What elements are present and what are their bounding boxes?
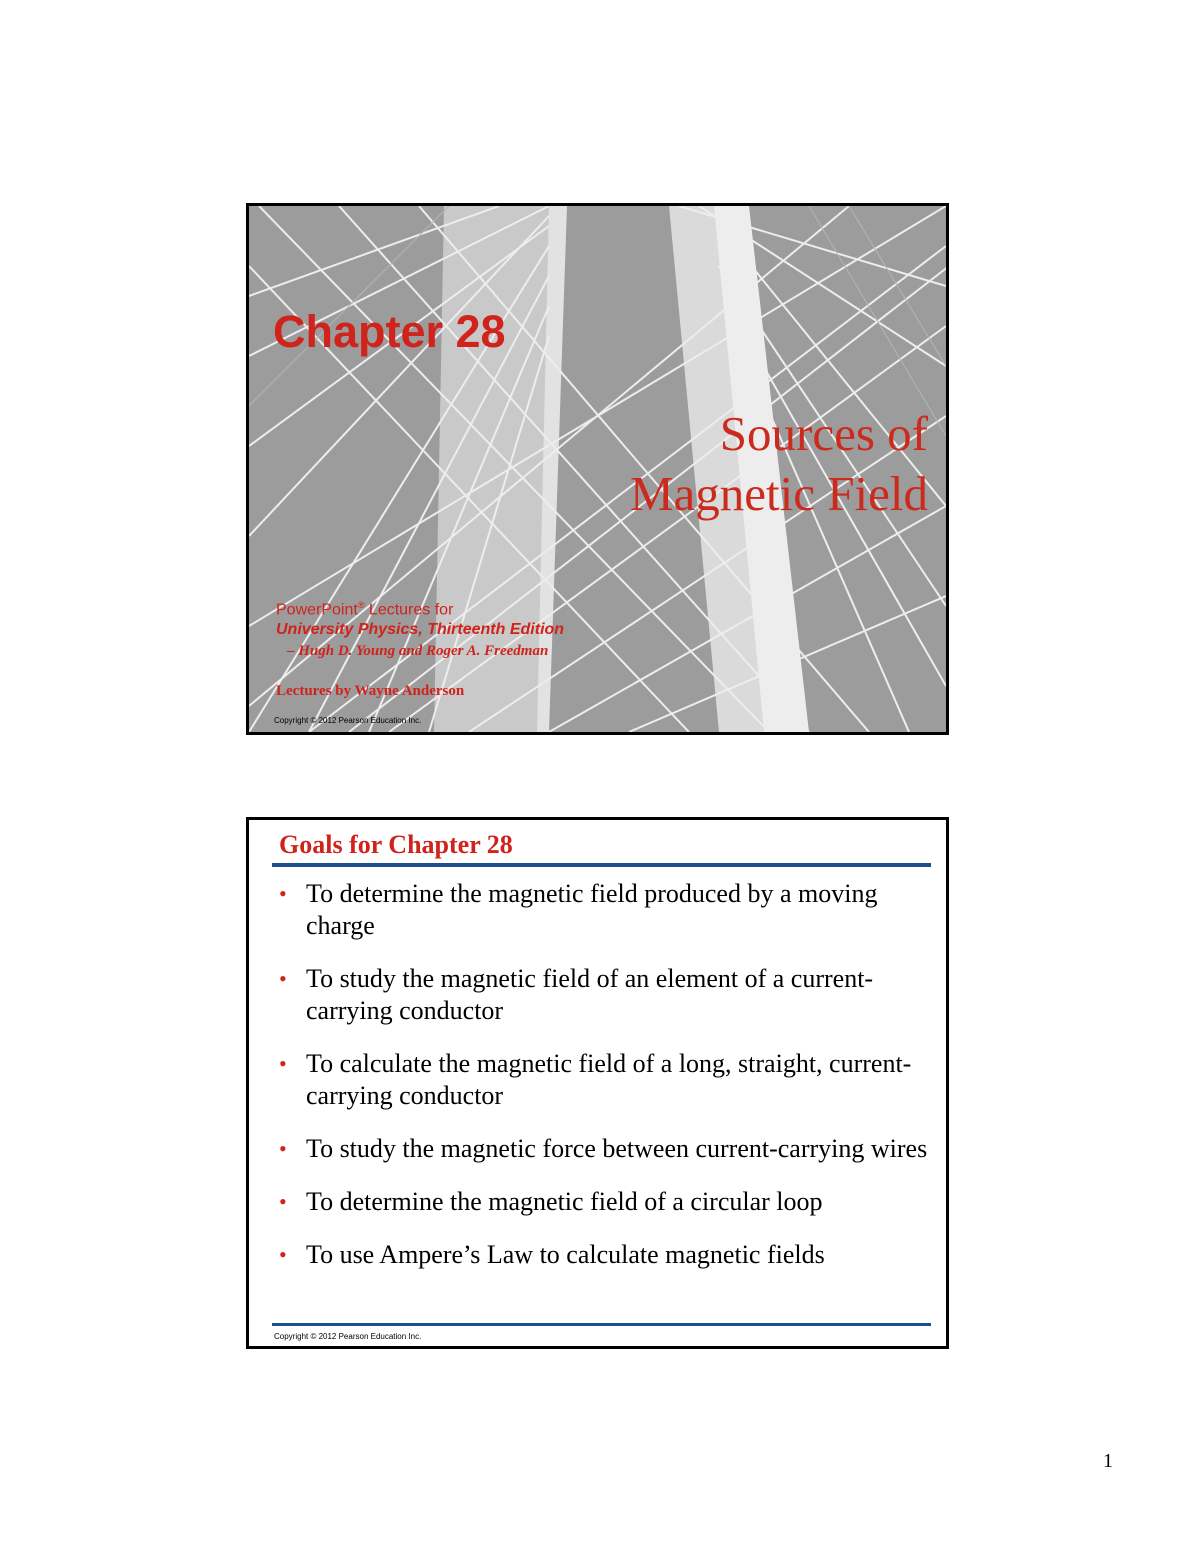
list-item (279, 963, 929, 1027)
list-item (279, 878, 929, 942)
textbook-title: University Physics, Thirteenth Edition (276, 621, 565, 638)
title-divider (272, 863, 931, 867)
goal-text: To use Ampere’s Law to calculate magnetic fields (306, 1240, 825, 1269)
bullet-icon: • (279, 1136, 287, 1161)
goals-list (279, 878, 929, 1292)
list-item (279, 1239, 929, 1271)
list-item (279, 1186, 929, 1218)
copyright-notice: Copyright © 2012 Pearson Education Inc. (274, 716, 422, 725)
goals-slide (246, 817, 949, 1349)
bullet-icon: • (279, 881, 287, 906)
textbook-authors: – Hugh D. Young and Roger A. Freedman (287, 643, 549, 659)
powerpoint-text: PowerPoint (276, 601, 358, 619)
subtitle-line-1: Sources of (719, 406, 928, 461)
goal-text: To determine the magnetic field of a circular loop (306, 1187, 823, 1216)
lecture-credit-line (276, 600, 453, 619)
goal-text: To study the magnetic field of an element of a current-carrying conductor (306, 964, 874, 1025)
lectures-for-text: Lectures for (364, 601, 454, 619)
footer-divider (272, 1323, 931, 1326)
bullet-icon: • (279, 1189, 287, 1214)
registered-mark: ® (357, 600, 365, 610)
subtitle-line-2: Magnetic Field (629, 466, 928, 521)
page-number: 1 (1103, 1450, 1113, 1472)
goal-text: To determine the magnetic field produced by a moving charge (306, 879, 878, 940)
bullet-icon: • (279, 1051, 287, 1076)
goals-title: Goals for Chapter 28 (279, 830, 513, 859)
list-item (279, 1048, 929, 1112)
chapter-title: Chapter 28 (273, 306, 506, 357)
chapter-subtitle (630, 404, 928, 524)
copyright-notice: Copyright © 2012 Pearson Education Inc. (274, 1332, 422, 1341)
goal-text: To calculate the magnetic field of a long, straight, current-carrying conductor (306, 1049, 912, 1110)
bullet-icon: • (279, 1242, 287, 1267)
bullet-icon: • (279, 966, 287, 991)
lecturer-credit: Lectures by Wayne Anderson (276, 683, 465, 699)
list-item (279, 1133, 929, 1165)
title-slide (246, 203, 949, 735)
goal-text: To study the magnetic force between current-carrying wires (306, 1134, 928, 1163)
